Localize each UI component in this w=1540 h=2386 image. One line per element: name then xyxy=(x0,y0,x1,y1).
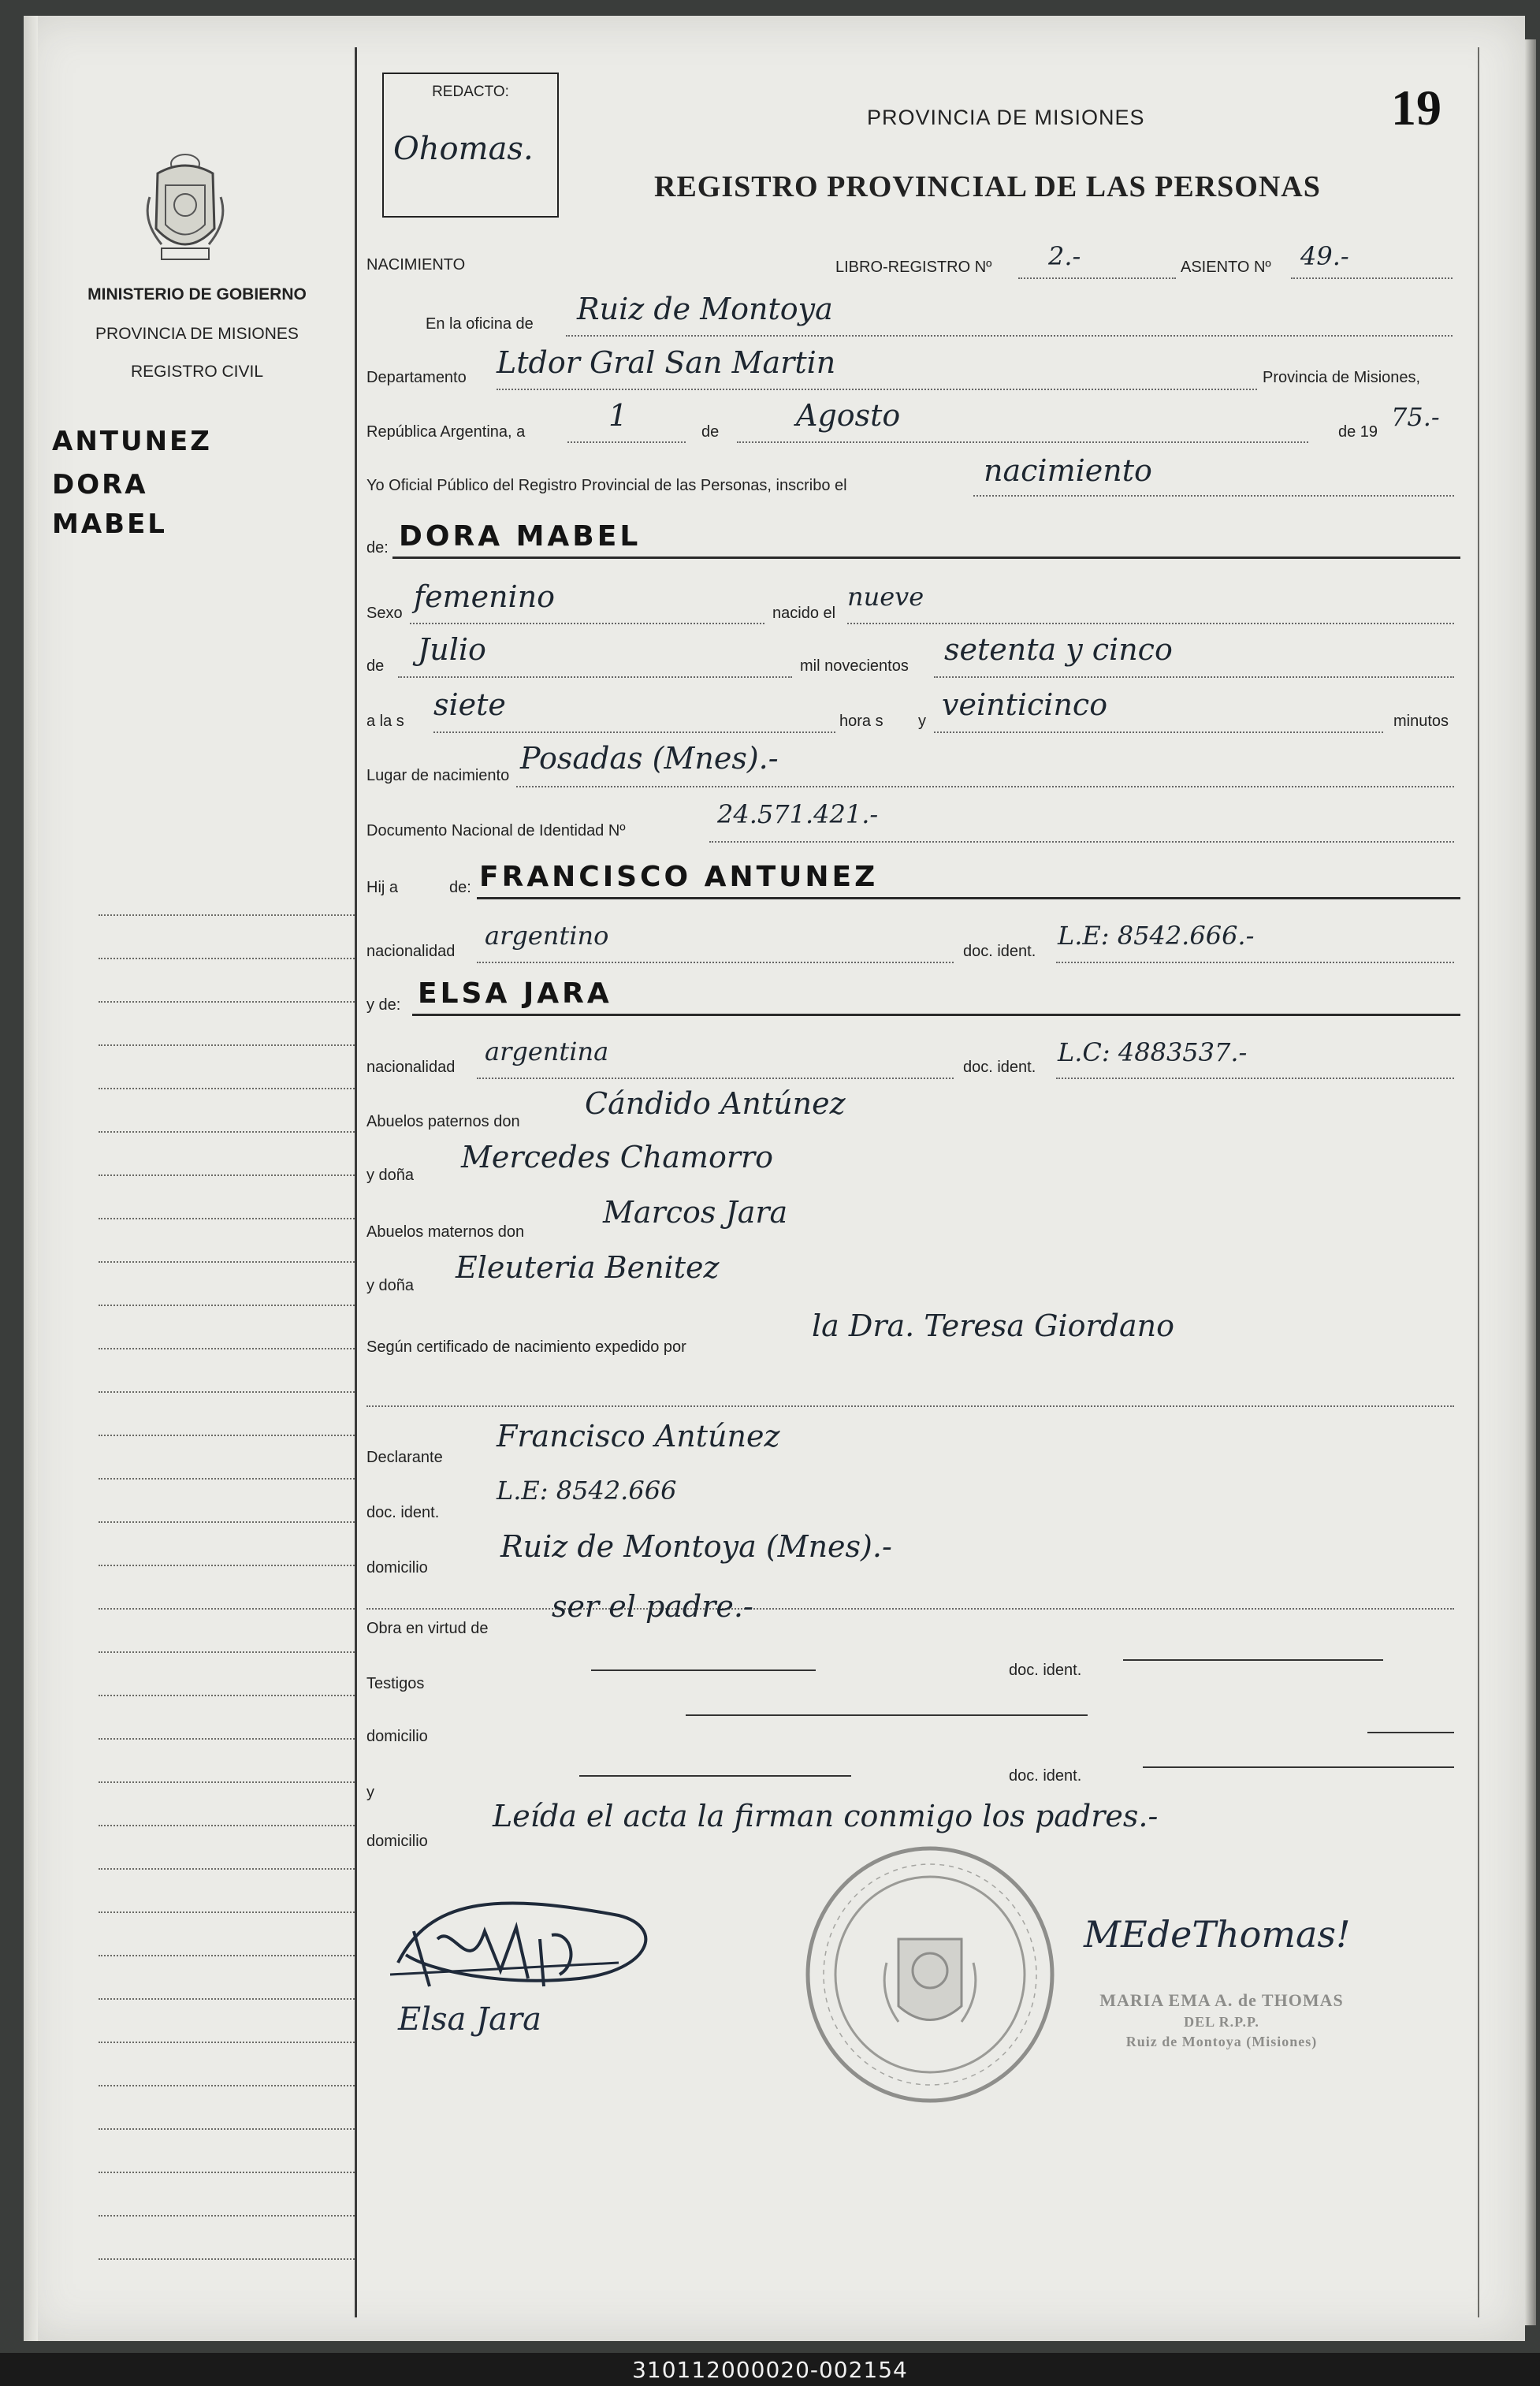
doc-ident-madre-label: doc. ident. xyxy=(963,1059,1036,1076)
margin-first-name: DORA xyxy=(52,469,148,501)
nacionalidad-madre-label: nacionalidad xyxy=(366,1059,456,1076)
y-minutos-label: y xyxy=(918,713,926,730)
abuelos-paternos-label: Abuelos paternos don xyxy=(366,1113,520,1130)
horas-label: hora s xyxy=(839,713,883,730)
doc-ident-padre-label: doc. ident. xyxy=(963,943,1036,960)
domicilio-declarante-label: domicilio xyxy=(366,1559,428,1576)
abuela-materna-value: Eleuteria Benitez xyxy=(456,1250,720,1285)
lugar-label: Lugar de nacimiento xyxy=(366,767,510,784)
a-las-label: a la s xyxy=(366,713,404,730)
y-de-madre-label: y de: xyxy=(366,996,401,1014)
obra-value: ser el padre.- xyxy=(552,1589,753,1624)
firma-oficial: MEdeThomas! xyxy=(1084,1913,1351,1956)
asiento-label: ASIENTO Nº xyxy=(1181,259,1271,276)
abuela-materna-label: y doña xyxy=(366,1277,415,1294)
mes-nacimiento-value: Julio xyxy=(418,632,486,667)
anio-nacimiento-value: setenta y cinco xyxy=(944,632,1173,667)
libro-label: LIBRO-REGISTRO Nº xyxy=(835,259,992,276)
margin-second-name: MABEL xyxy=(52,508,167,540)
margin-surname: ANTUNEZ xyxy=(52,426,212,457)
abuela-paterna-value: Mercedes Chamorro xyxy=(461,1140,774,1174)
republica-label: República Argentina, a xyxy=(366,423,526,441)
sello-nombre: MARIA EMA A. de THOMAS xyxy=(1099,1990,1344,2010)
redacto-box xyxy=(382,73,559,218)
sello-lugar: Ruiz de Montoya (Misiones) xyxy=(1125,2034,1318,2049)
nacionalidad-padre-value: argentino xyxy=(485,921,609,951)
domicilio-final-label: domicilio xyxy=(366,1833,428,1850)
minutos-value: veinticinco xyxy=(942,687,1108,722)
registro-title: REGISTRO PROVINCIAL DE LAS PERSONAS xyxy=(654,170,1321,203)
oficial-signature xyxy=(1076,1892,1407,1971)
doc-ident-madre-value: L.C: 4883537.- xyxy=(1058,1037,1248,1067)
sexo-value: femenino xyxy=(414,579,556,614)
redacto-value: Ohomas. xyxy=(393,131,534,167)
inscribo-label: Yo Oficial Público del Registro Provincial de las Personas, inscribo el xyxy=(366,477,847,494)
sexo-label: Sexo xyxy=(366,605,403,622)
departamento-value: Ltdor Gral San Martin xyxy=(497,345,836,380)
dni-label: Documento Nacional de Identidad Nº xyxy=(366,822,626,839)
ministerio-label: MINISTERIO DE GOBIERNO xyxy=(87,285,307,303)
segun-certificado-label: Según certificado de nacimiento expedido por xyxy=(366,1338,686,1356)
de-label: de xyxy=(701,423,720,441)
doc-ident-declarante-label: doc. ident. xyxy=(366,1504,440,1521)
page-spine xyxy=(24,16,38,2341)
libro-value: 2.- xyxy=(1048,241,1081,271)
register-page xyxy=(24,16,1525,2341)
provincia-heading: PROVINCIA DE MISIONES xyxy=(867,106,1145,129)
abuelo-materno-value: Marcos Jara xyxy=(603,1195,788,1230)
page-number: 19 xyxy=(1391,80,1441,136)
nacido-label: nacido el xyxy=(772,605,836,622)
abuela-paterna-label: y doña xyxy=(366,1167,415,1184)
testigos-label: Testigos xyxy=(366,1675,425,1692)
abuelo-paterno-value: Cándido Antúnez xyxy=(585,1086,846,1121)
domicilio-final-value: Leída el acta la firman conmigo los padres.- xyxy=(493,1799,1159,1833)
declarante-value: Francisco Antúnez xyxy=(497,1419,780,1454)
nacionalidad-padre-label: nacionalidad xyxy=(366,943,456,960)
mil-novecientos-label: mil novecientos xyxy=(800,657,909,675)
doc-ident-declarante-value: L.E: 8542.666 xyxy=(497,1476,677,1506)
sello-cargo: DEL R.P.P. xyxy=(1184,2014,1259,2030)
redacto-label: REDACTO: xyxy=(432,84,509,100)
doc-ident-testigo1-label: doc. ident. xyxy=(1009,1662,1082,1679)
mes-value: Agosto xyxy=(796,398,901,433)
anio-value: 75.- xyxy=(1391,402,1440,432)
anio-label: de 19 xyxy=(1338,423,1378,441)
nombre-madre: ELSA JARA xyxy=(418,977,612,1010)
inscribo-value: nacimiento xyxy=(984,453,1152,488)
abuelos-maternos-label: Abuelos maternos don xyxy=(366,1223,525,1241)
declarante-label: Declarante xyxy=(366,1449,443,1466)
asiento-value: 49.- xyxy=(1300,241,1349,271)
departamento-label: Departamento xyxy=(366,369,467,386)
nombre-inscripto: DORA MABEL xyxy=(399,520,642,553)
de-nombre-label: de: xyxy=(366,539,389,556)
nombre-padre: FRANCISCO ANTUNEZ xyxy=(479,861,879,893)
official-seal-icon xyxy=(800,1844,1060,2105)
provincia-left-label: PROVINCIA DE MISIONES xyxy=(95,325,299,343)
page-edge xyxy=(1525,39,1536,2325)
nacimiento-label: NACIMIENTO xyxy=(366,256,466,274)
y-testigo2-label: y xyxy=(366,1784,374,1801)
provincial-emblem-icon xyxy=(142,150,229,276)
provincia-misiones-label: Provincia de Misiones, xyxy=(1263,369,1421,386)
doc-ident-padre-value: L.E: 8542.666.- xyxy=(1058,921,1255,951)
hija-label: Hij a xyxy=(366,879,399,896)
parents-signatures xyxy=(382,1884,682,2057)
firma-madre: Elsa Jara xyxy=(398,2001,541,2038)
minutos-label: minutos xyxy=(1393,713,1449,730)
segun-certificado-value: la Dra. Teresa Giordano xyxy=(812,1308,1174,1343)
right-margin-line xyxy=(1478,47,1479,2317)
nacionalidad-madre-value: argentina xyxy=(485,1037,609,1066)
column-divider xyxy=(355,47,357,2317)
nacido-value: nueve xyxy=(847,582,924,612)
hora-value: siete xyxy=(433,687,506,722)
dni-value: 24.571.421.- xyxy=(717,799,879,829)
oficina-label: En la oficina de xyxy=(426,315,534,333)
footer-code: 310112000020-002154 xyxy=(632,2357,908,2383)
registro-civil-label: REGISTRO CIVIL xyxy=(130,363,264,381)
lugar-value: Posadas (Mnes).- xyxy=(520,741,779,776)
domicilio-testigo1-label: domicilio xyxy=(366,1728,428,1745)
de-padre-label: de: xyxy=(449,879,471,896)
obra-label: Obra en virtud de xyxy=(366,1620,489,1637)
dia-value: 1 xyxy=(608,398,628,433)
doc-ident-testigo2-label: doc. ident. xyxy=(1009,1767,1082,1785)
oficina-value: Ruiz de Montoya xyxy=(577,292,833,326)
de-mes-label: de xyxy=(366,657,385,675)
domicilio-declarante-value: Ruiz de Montoya (Mnes).- xyxy=(500,1529,892,1564)
